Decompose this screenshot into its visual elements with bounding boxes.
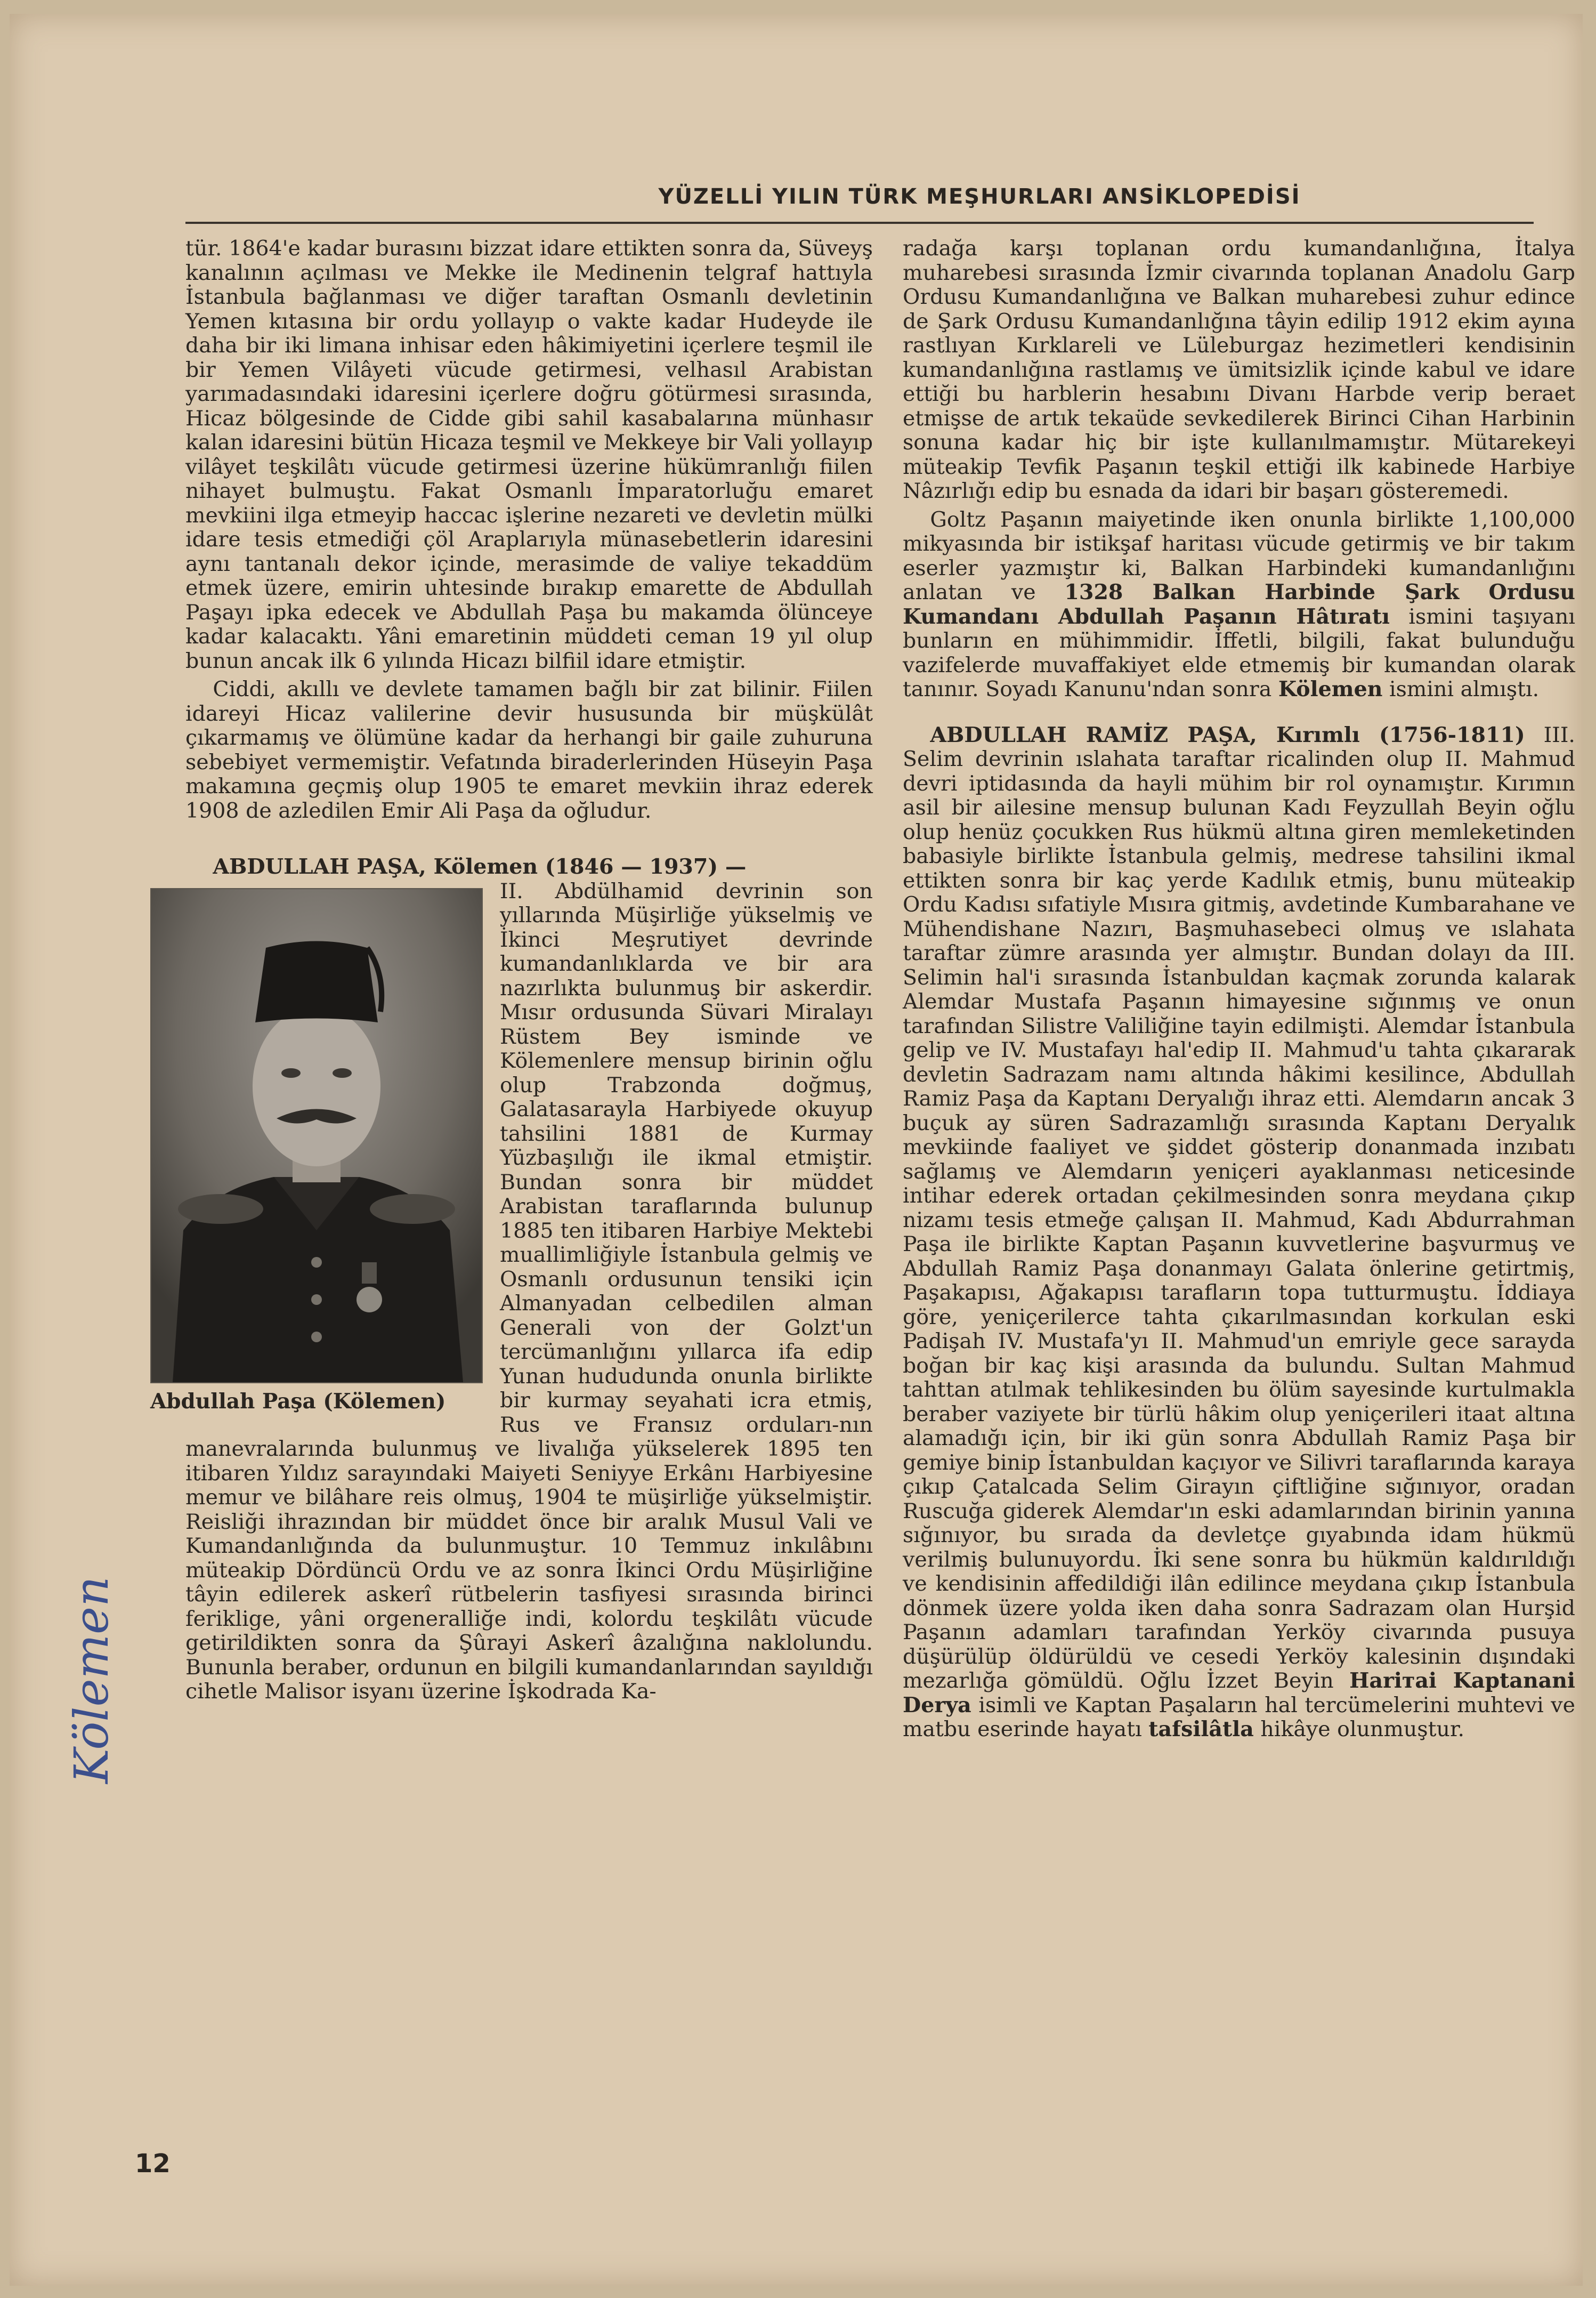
emphasis: tafsilâtla [1148, 1717, 1254, 1741]
entry-title-abdullah-pasa-kolemen: ABDULLAH PAŞA, Kölemen (1846 — 1937) — [213, 854, 747, 879]
paragraph: radağa karşı toplanan ordu kumandanlığına, İtalya muharebesi sırasında İzmir civarında toplanan Anadolu Garp Ordusu Kumandanlığına ve Balkan muharebesi zuhur edince de Şark Ordusu Kumandanlığına tâyin edilip 1912 ekim ayına rastlıyan Kırklareli ve Lüleburgaz hezimetleri kendisinin kumandanlığına rastlamış ve ümitsizlik içinde kabul ve idare ettiği bu harblerin hesabını Divanı Harbde verip beraet etmişse de artık tekaüde sevkedilerek Birinci Cihan Harbinin sonuna kadar hiç bir işte kullanılmamıştır. Mütarekeyi müteakip Tevfik Paşanın teşkil ettiği ilk kabinede Harbiye Nâzırlığı edip bu esnada da idari bir başarı gösteremedi. [903, 236, 1575, 503]
left-column [150, 236, 873, 1974]
text-run: ismini almıştı. [1382, 677, 1540, 702]
entry-title-abdullah-ramiz-pasa: ABDULLAH RAMİZ PAŞA, [930, 722, 1257, 747]
text-run: ismini taşıyanı bunların en mühimmidir. İffetli, bilgili, fakat bulunduğu vazifelerde muvaffakiyet elde etmemiş bir kumandan olarak tanınır. Soyadı Kanunu'ndan sonra [903, 604, 1575, 702]
entry-abdullah-ramiz-pasa [903, 723, 1575, 1742]
signature-text: Kölemen [64, 1576, 119, 1784]
text-run: Goltz Paşanın maiyetinde iken onunla birlikte 1,100,000 mikyasında bir istikşaf haritası vücude getirmiş ve bir takım eserler yazmıştır ki, Balkan Harbindeki kumandanlığını anlatan ve [903, 507, 1575, 604]
entry-text: II. Abdülhamid devrinin son yıllarında Müşirliğe yükselmiş ve İkinci Meşrutiyet devrinde kumandanlıklarda ve bir ara nazırlıkta bulunmuş bir askerdir. Mısır ordusunda Süvari Miralayı Rüstem Bey isminde ve Kölemenlere mensup birinin oğlu olup Trabzonda doğmuş, Galatasarayla Harbiyede okuyup tahsilini 1881 de Kurmay Yüzbaşılığı ile ikmal etmiştir. Bundan sonra bir müddet Arabistan taraflarında bulunup 1885 ten itibaren Harbiye Mektebi muallimliğiyle İstanbula gelmiş ve Osmanlı ordusunun tensiki için Almanyadan celbedilen alman Generali von der Golzt'un tercümanlığını yıllarca ifa edip Yunan hududunda onunla birlikte bir kurmay seyahati icra etmiş, Rus ve Fransız orduları-nın manevralarında bulunmuş ve livalığa yükselerek 1895 ten itibaren Yıldız sarayındaki Maiyeti Seniyye Erkânı Harbiyesine memur ve bilâhare reis olmuş, 1904 te müşirliğe yükselmiştir. Reisliği ihrazından bir müddet önce bir aralık Musul Vali ve Kumandanlığında da bulunmuştur. 10 Temmuz inkılâbını müteakip Dördüncü Ordu ve az sonra İkinci Ordu Müşirliğine tâyin edilerek askerî rütbelerin tasfiyesi sırasında birinci feriklige, yâni orgeneralliğe indi, kolordu teşkilâtı vücude getirildikten sonra da Şûrayi Askerî âzalığına naklolundu. Bununla beraber, ordunun en bilgili kumandanlarından sayıldığı cihetle Malisor isyanı üzerine İşkodrada Ka- [185, 878, 873, 1704]
paragraph: Ciddi, akıllı ve devlete tamamen bağlı bir zat bilinir. Fiilen idareyi Hicaz valilerine devir hususunda bir müşkülât çıkarmamış ve ölümüne kadar da herhangi bir gaile zuhuruna sebebiyet vermemiştir. Vefatında biraderlerinden Hüseyin Paşa makamına geçmiş olup 1905 te emaret mevkiin ihraz ederek 1908 de azledilen Emir Ali Paşa da oğludur. [185, 677, 873, 823]
portrait-photo-icon [150, 888, 483, 1383]
text-run: isimli ve Kaptan Paşaların hal tercümelerini muhtevi ve matbu eserinde hayatı [903, 1692, 1575, 1741]
page-number: 12 [135, 2149, 171, 2179]
page-header [185, 184, 1534, 224]
entry-body [150, 878, 873, 1704]
paragraph: tür. 1864'e kadar burasını bizzat idare ettikten sonra da, Süveyş kanalının açılması ve Mekke ile Medinenin telgraf hattıyla İstanbula bağlanması ve diğer taraftan Osmanlı devletinin Yemen kıtasına bir ordu yollayıp o vakte kadar Hudeyde ile daha bir iki limana inhisar eden hâkimiyetini içerlere teşmil ile bir Yemen Vilâyeti vücude getirmesi, velhasıl Arabistan yarımadasındaki idaresini içerlere doğru götürmesi sırasında, Hicaz bölgesinde de Cidde gibi sahil kasabalarına münhasır kalan idaresini bütün Hicaza teşmil ve Mekkeye bir Vali yollayıp vilâyet teşkilâtı vücude getirmesi üzerine hükümranlığı fiilen nihayet bulmuştu. Fakat Osmanlı İmparatorluğu emaret mevkiini ilga etmeyip haccac işlerine nezareti ve devletin mülki idare tesis etmediği çöl Araplarıyla münasebetlerin idaresini aynı tantanalı dekor içinde, merasimde de valiye tekaddüm etmek üzere, emirin uhtesinde bırakıp emarette de Abdullah Paşayı ipka edecek ve Abdullah Paşa bu makamda ölünceye kadar kalacaktı. Yâni emaretinin müddeti ceman 19 yıl olup bunun ancak ilk 6 yılında Hicazı bilfiil idare etmiştir. [185, 236, 873, 673]
running-title: YÜZELLİ YILIN TÜRK MEŞHURLARI ANSİKLOPEDİSİ [658, 184, 1301, 209]
handwritten-signature [59, 1517, 117, 1784]
photo-caption: Abdullah Paşa (Kölemen) [150, 1389, 446, 1414]
entry-subtitle: Kırımlı (1756-1811) [1257, 722, 1525, 747]
portrait-figure [150, 888, 481, 1421]
book-title: Hariтai Kaptanani Derya [903, 1668, 1575, 1718]
right-column [903, 237, 1575, 2134]
paragraph [903, 508, 1575, 702]
surname: Kölemen [1278, 677, 1383, 702]
newspaper-page [10, 14, 1583, 2286]
entry-heading [185, 855, 873, 880]
book-title: 1328 Balkan Harbinde Şark Ordusu Kumandanı Abdullah Paşanın Hâtıratı [903, 580, 1575, 629]
entry-text: III. Selim devrinin ıslahata taraftar ricalinden olup II. Mahmud devri iptidasında da hayli mühim bir rol oynamıştır. Kırımın asil bir ailesine mensup bulunan Kadı Feyzullah Beyin oğlu olup henüz çocukken Rus hükmü altına giren memleketinden babasiyle birlikte İstanbula gelmiş, medrese tahsilini ikmal ettikten sonra bir kaç yerde Kadılık etmiş, bunu müteakip Ordu Kadısı sıfatiyle Mısıra gitmiş, avdetinde Kumbarahane ve Mühendishane Nazırı, Başmuhasebeci olmuş ve ıslahata taraftar zümre arasında yer almıştır. Bundan dolayı da III. Selimin hal'i sırasında İstanbuldan kaçmak zorunda kalarak Alemdar Mustafa Paşanın himayesine sığınmış ve onun tarafından Silistre Valiliğine tayin edilmişti. Alemdar İstanbula gelip ve IV. Mustafayı hal'edip II. Mahmud'u tahta çıkararak devletin Sadrazam namı altında hâkimi kesilince, Abdullah Ramiz Paşa da Kaptanı Deryalığı ihraz etti. Alemdarın ancak 3 buçuk ay süren Sadrazamlığı sırasında Kaptanı Deryalık mevkiinde faaliyet ve şiddet gösterip donanmada inzıbatı sağlamış ve Alemdarın yeniçeri ayaklanması neticesinde intihar ederek ortadan çekilmesinden sonra meydana çıkıp nizamı tesis etmeğe çalışan II. Mahmud, Kadı Abdurrahman Paşa ile birlikte Kaptan Paşanın kuvvetlerine başvurmuş ve Abdullah Ramiz Paşa donanmayı Galata önlerine getirtmiş, Paşakapısı, Ağakapısı tarafların topa tutturmuştu. İddiaya göre, yeniçerilerce tahta çıkarılmasından korkulan eski Padişah IV. Mustafa'yı II. Mahmud'un emriyle gece sarayda boğan bir kaç kişi arasında da bulundu. Sultan Mahmud tahttan atılmak tehlikesinden bu ölüm sayesinde kurtulmakla beraber vaziyete bir türlü hâkim olup yeniçerileri itaat altına alamadığı için, bir iki gün sonra Abdullah Ramiz Paşa bir gemiye binip İstanbuldan kaçıyor ve Silivri taraflarında karaya çıkıp Çatalcada Selim Girayın çiftliğine sığınıyor, oradan Ruscuğa giderek Alemdar'ın eski adamlarından birinin yanına sığınıyor, bu sırada da devletçe gıyabında idam hükmü verilmiş bulunuyordu. İki sene sonra bu hükmün kaldırıldığı ve kendisinin affedildiği ilân edilince meydana çıkıp İstanbula dönmek üzere yolda iken daha sonra Sadrazam olan Hurşid Paşanın adamları tarafından Yerköy civarında pusuya düşürülüp öldürüldü ve cesedi Yerköy kalesinin dışındaki mezarlığa gömüldü. Oğlu İzzet Beyin [903, 722, 1575, 1693]
text-run: hikâye olunmuştur. [1253, 1717, 1465, 1741]
